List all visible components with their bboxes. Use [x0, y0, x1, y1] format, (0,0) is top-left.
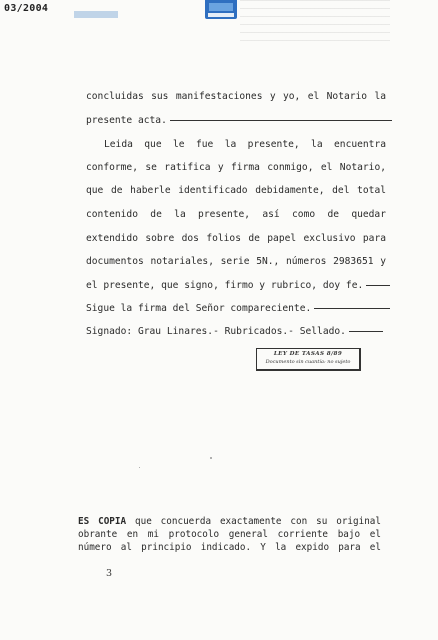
body-line-5: que de haberle identificado debidamente, del total	[86, 185, 386, 196]
body-line-11-text: Signado: Grau Linares.- Rubricados.- Sellado.	[86, 326, 346, 337]
copy-line-1	[78, 516, 381, 527]
date-stamp: 03/2004	[4, 3, 49, 14]
body-line-9	[86, 280, 390, 291]
copy-line-3: número al principio indicado. Y la expido para el	[78, 542, 381, 553]
body-line-9-text: el presente, que signo, firmo y rubrico, doy fe.	[86, 280, 364, 291]
body-line-10-text: Sigue la firma del Señor compareciente.	[86, 303, 312, 314]
fill-rule	[314, 308, 390, 309]
body-line-1: concluidas sus manifestaciones y yo, el Notario la	[86, 91, 386, 102]
body-line-10	[86, 303, 390, 314]
body-line-2	[86, 115, 386, 126]
tax-stamp-box	[256, 348, 361, 371]
fill-rule	[349, 331, 383, 332]
body-line-2-text: presente acta.	[86, 115, 167, 126]
tax-stamp-subtitle: Documento sin cuantía: no sujeto	[265, 359, 351, 365]
body-line-3: Leida que le fue la presente, la encuentra	[104, 139, 386, 150]
paper-speck	[210, 457, 212, 459]
copy-line-1-text: que concuerda exactamente con su original	[126, 516, 381, 527]
body-line-8: documentos notariales, serie 5N., números 2983651 y	[86, 256, 386, 267]
tax-stamp-title: LEY DE TASAS 8/89	[273, 351, 343, 357]
es-copia-label: ES COPIA	[78, 516, 127, 527]
copy-line-2: obrante en mi protocolo general corriente bajo el	[78, 529, 381, 540]
page-number: 3	[106, 568, 113, 579]
bleed-through-text	[240, 0, 390, 44]
fill-rule	[366, 285, 390, 286]
body-line-7: extendido sobre dos folios de papel exclusivo para	[86, 233, 386, 244]
body-line-4: conforme, se ratifica y firma conmigo, el Notario,	[86, 162, 386, 173]
body-line-11	[86, 326, 383, 337]
body-line-6: contenido de la presente, así como de quedar	[86, 209, 386, 220]
fill-rule	[170, 120, 392, 121]
notarial-stamp-logo	[205, 0, 237, 19]
blue-tag-mark	[74, 11, 118, 18]
paper-speck	[139, 467, 140, 468]
